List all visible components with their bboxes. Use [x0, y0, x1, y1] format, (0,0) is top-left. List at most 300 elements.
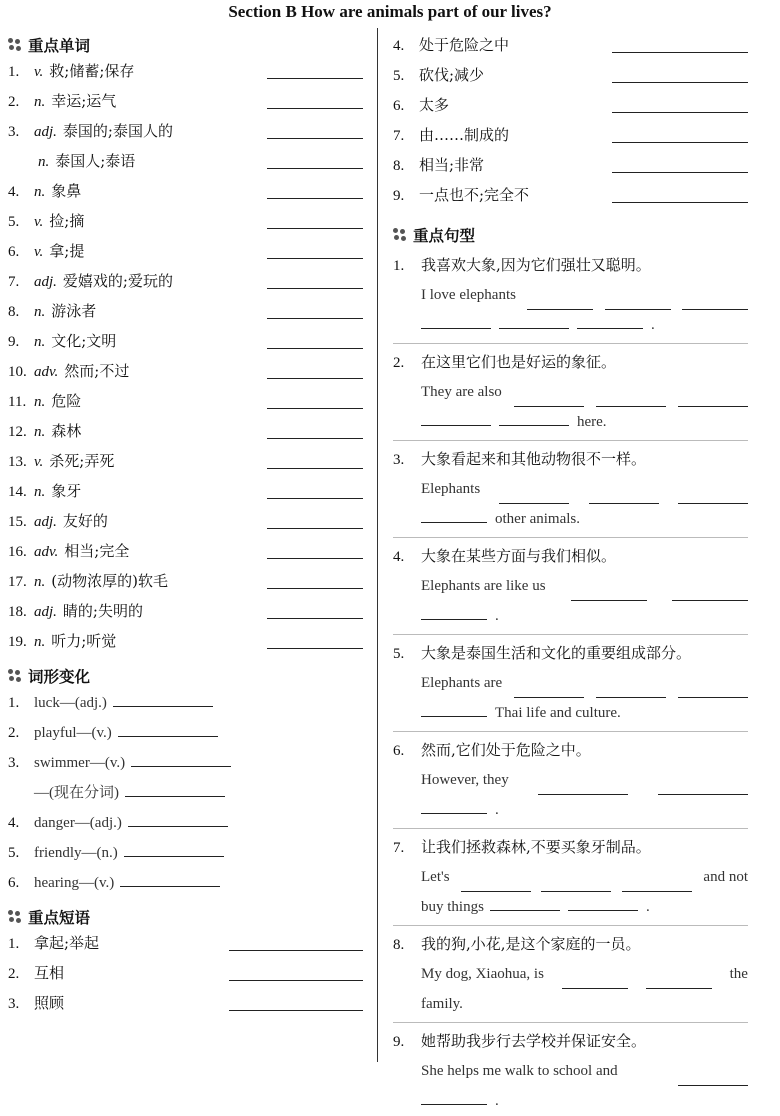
- vocab-row: [8, 266, 363, 296]
- answer-blank[interactable]: [577, 312, 643, 329]
- answer-blank[interactable]: [678, 681, 748, 698]
- item-text: 象牙: [51, 482, 82, 500]
- item-number: 6.: [8, 244, 20, 260]
- item-text: 由……制成的: [419, 126, 510, 144]
- section-sentences-heading: [393, 224, 748, 246]
- sentence-en-text: .: [495, 608, 499, 624]
- dots-icon: [8, 669, 22, 683]
- answer-blank[interactable]: [678, 487, 748, 504]
- part-of-speech: n.: [34, 184, 46, 200]
- sentence-en-text: My dog, Xiaohua, is: [421, 966, 544, 982]
- part-of-speech: adv.: [34, 544, 59, 560]
- section-title: 重点短语: [28, 908, 91, 927]
- vocab-row: [8, 626, 363, 656]
- item-text: friendly—(n.): [34, 845, 118, 861]
- sentence-item: [393, 250, 748, 344]
- answer-blank[interactable]: [267, 647, 363, 649]
- section-vocab-heading: [8, 34, 363, 56]
- answer-blank[interactable]: [229, 979, 363, 981]
- answer-blank[interactable]: [571, 584, 647, 601]
- sentence-en-text: Elephants are like us: [421, 578, 546, 594]
- answer-blank[interactable]: [131, 750, 231, 767]
- sentence-cn-text: 大象在某些方面与我们相似。: [421, 547, 617, 565]
- answer-blank[interactable]: [267, 347, 363, 349]
- sentence-en-text: .: [495, 1093, 499, 1109]
- sentence-separator: [393, 925, 748, 926]
- sentence-cn-text: 在这里它们也是好运的象征。: [421, 353, 617, 371]
- answer-blank[interactable]: [421, 797, 487, 814]
- sentence-en-text: .: [645, 899, 650, 915]
- vocab-row: [8, 236, 363, 266]
- part-of-speech: n.: [38, 154, 50, 170]
- item-text: 照顾: [34, 994, 65, 1012]
- item-number: 18.: [8, 604, 27, 620]
- item-text: 拿起;举起: [34, 934, 100, 952]
- answer-blank[interactable]: [421, 506, 487, 523]
- item-number: 12.: [8, 424, 27, 440]
- vocab-row: [8, 356, 363, 386]
- item-number: 11.: [8, 394, 27, 410]
- answer-blank[interactable]: [596, 681, 666, 698]
- item-text: 泰国人;泰语: [55, 152, 136, 170]
- sentence-english-line: [421, 474, 748, 504]
- phrase-row: [393, 60, 748, 90]
- item-text: playful—(v.): [34, 725, 112, 741]
- sentence-english-line: [421, 668, 748, 698]
- sentence-chinese: [393, 735, 748, 765]
- sentence-en-text: family.: [421, 996, 463, 1012]
- item-number: 2.: [8, 94, 20, 110]
- item-number: 3.: [8, 755, 20, 771]
- sentence-cn-text: 她帮助我步行去学校并保证安全。: [421, 1032, 647, 1050]
- vocab-row: [8, 116, 363, 146]
- sentence-en-text: She helps me walk to school and: [421, 1063, 618, 1079]
- item-number: 4.: [393, 549, 405, 565]
- part-of-speech: adj.: [34, 124, 57, 140]
- section-title: 词形变化: [28, 667, 91, 686]
- answer-blank[interactable]: [267, 317, 363, 319]
- sentence-en-text: Elephants: [421, 481, 481, 497]
- item-number: 4.: [8, 184, 20, 200]
- sentence-chinese: [393, 541, 748, 571]
- sentence-item: [393, 1026, 748, 1116]
- item-number: 2.: [8, 725, 20, 741]
- answer-blank[interactable]: [267, 107, 363, 109]
- item-text: 拿;提: [49, 242, 85, 260]
- item-number: 2.: [393, 355, 405, 371]
- section-phrases-heading: [8, 906, 363, 928]
- section-title: 重点单词: [28, 36, 91, 55]
- sentence-separator: [393, 828, 748, 829]
- item-number: 7.: [393, 840, 405, 856]
- answer-blank[interactable]: [612, 51, 748, 53]
- sentence-en-text: other animals.: [495, 511, 580, 527]
- answer-blank[interactable]: [267, 617, 363, 619]
- sentence-english-line: [421, 862, 748, 892]
- item-number: 6.: [393, 743, 405, 759]
- sentence-english-line: [393, 989, 748, 1019]
- answer-blank[interactable]: [646, 972, 712, 989]
- phrase-row: [393, 30, 748, 60]
- phrase-row: [8, 958, 363, 988]
- sentence-english-line: [393, 892, 748, 922]
- item-text: 森林: [51, 422, 82, 440]
- answer-blank[interactable]: [120, 870, 220, 887]
- wordform-row: [8, 807, 363, 837]
- part-of-speech: n.: [34, 304, 46, 320]
- sentence-english-line: [393, 310, 748, 340]
- sentence-item: [393, 929, 748, 1023]
- answer-blank[interactable]: [612, 201, 748, 203]
- part-of-speech: v.: [34, 214, 44, 230]
- vocab-row: [8, 146, 363, 176]
- answer-blank[interactable]: [267, 497, 363, 499]
- answer-blank[interactable]: [124, 840, 224, 857]
- sentences-list: [393, 250, 748, 1116]
- answer-blank[interactable]: [682, 293, 748, 310]
- sentence-en-text: However, they: [421, 772, 509, 788]
- sentence-en-text: I love elephants: [421, 287, 516, 303]
- item-text: 友好的: [62, 512, 108, 530]
- answer-blank[interactable]: [612, 171, 748, 173]
- sentence-en-text: Let's: [421, 869, 450, 885]
- answer-blank[interactable]: [267, 467, 363, 469]
- item-text: 危险: [51, 392, 82, 410]
- sentence-en-text: Elephants are: [421, 675, 503, 691]
- vocab-row: [8, 386, 363, 416]
- sentence-item: [393, 347, 748, 441]
- sentence-en-text: .: [651, 317, 655, 333]
- answer-blank[interactable]: [267, 137, 363, 139]
- part-of-speech: adj.: [34, 604, 57, 620]
- answer-blank[interactable]: [229, 1009, 363, 1011]
- item-text: 相当;非常: [419, 156, 485, 174]
- vocab-row: [8, 596, 363, 626]
- item-text: danger—(adj.): [34, 815, 122, 831]
- item-text: 相当;完全: [64, 542, 130, 560]
- answer-blank[interactable]: [125, 780, 225, 797]
- answer-blank[interactable]: [596, 390, 666, 407]
- item-number: 6.: [393, 98, 405, 114]
- sentence-english-line: [393, 504, 748, 534]
- sentence-chinese: [393, 1026, 748, 1056]
- item-text: —(现在分词): [34, 785, 119, 801]
- section-wordforms-heading: [8, 665, 363, 687]
- answer-blank[interactable]: [514, 390, 584, 407]
- item-text: 文化;文明: [51, 332, 117, 350]
- sentence-english-line: [421, 377, 748, 407]
- wordform-row: [8, 717, 363, 747]
- item-number: 9.: [8, 334, 20, 350]
- sentence-separator: [393, 537, 748, 538]
- wordform-row: [8, 837, 363, 867]
- vocab-row: [8, 566, 363, 596]
- item-number: 5.: [393, 68, 405, 84]
- answer-blank[interactable]: [421, 1088, 487, 1105]
- answer-blank[interactable]: [267, 227, 363, 229]
- part-of-speech: n.: [34, 634, 46, 650]
- item-number: 3.: [393, 452, 405, 468]
- vocab-row: [8, 506, 363, 536]
- sentence-item: [393, 735, 748, 829]
- answer-blank[interactable]: [267, 377, 363, 379]
- sentence-item: [393, 444, 748, 538]
- sentence-chinese: [393, 832, 748, 862]
- item-number: 9.: [393, 1034, 405, 1050]
- item-text: 泰国的;泰国人的: [62, 122, 173, 140]
- answer-blank[interactable]: [118, 720, 218, 737]
- answer-blank[interactable]: [605, 293, 671, 310]
- sentence-en-text: They are also: [421, 384, 502, 400]
- item-text: 救;储蓄;保存: [49, 62, 135, 80]
- answer-blank[interactable]: [658, 778, 748, 795]
- sentence-english-line: [393, 407, 748, 437]
- sentence-english-line: [421, 765, 748, 795]
- answer-blank[interactable]: [589, 487, 659, 504]
- item-text: 砍伐;减少: [419, 66, 485, 84]
- answer-blank[interactable]: [267, 437, 363, 439]
- answer-blank[interactable]: [421, 603, 487, 620]
- item-text: 太多: [419, 96, 450, 114]
- page-title: Section B How are animals part of our lives?: [228, 2, 552, 21]
- item-text: 幸运;运气: [51, 92, 117, 110]
- item-text: 互相: [34, 964, 65, 982]
- item-number: 8.: [8, 304, 20, 320]
- item-text: 捡;摘: [49, 212, 85, 230]
- left-column: [8, 34, 363, 1018]
- sentence-chinese: [393, 347, 748, 377]
- item-number: 8.: [393, 937, 405, 953]
- answer-blank[interactable]: [229, 949, 363, 951]
- sentence-english-line: [421, 571, 748, 601]
- sentence-item: [393, 832, 748, 926]
- part-of-speech: v.: [34, 244, 44, 260]
- phrase-row: [8, 988, 363, 1018]
- sentence-en-text: here.: [577, 414, 607, 430]
- sentence-en-text: buy things: [421, 899, 484, 915]
- part-of-speech: v.: [34, 454, 44, 470]
- vocab-row: [8, 176, 363, 206]
- answer-blank[interactable]: [461, 875, 531, 892]
- part-of-speech: adj.: [34, 274, 57, 290]
- phrase-row: [393, 120, 748, 150]
- answer-blank[interactable]: [499, 487, 569, 504]
- item-text: 睛的;失明的: [62, 602, 143, 620]
- answer-blank[interactable]: [527, 293, 593, 310]
- answer-blank[interactable]: [267, 77, 363, 79]
- answer-blank[interactable]: [672, 584, 748, 601]
- answer-blank[interactable]: [267, 527, 363, 529]
- part-of-speech: n.: [34, 424, 46, 440]
- item-number: 3.: [8, 124, 20, 140]
- answer-blank[interactable]: [421, 700, 487, 717]
- sentence-cn-text: 大象看起来和其他动物很不一样。: [421, 450, 647, 468]
- sentence-english-line: [393, 795, 748, 825]
- vocab-row: [8, 416, 363, 446]
- part-of-speech: n.: [34, 484, 46, 500]
- item-number: 14.: [8, 484, 27, 500]
- column-divider: [377, 28, 378, 1062]
- item-number: 16.: [8, 544, 27, 560]
- wordform-row: [8, 747, 363, 777]
- item-number: 4.: [8, 815, 20, 831]
- sentence-english-line: [421, 1056, 748, 1086]
- item-number: 10.: [8, 364, 27, 380]
- answer-blank[interactable]: [678, 390, 748, 407]
- item-text: luck—(adj.): [34, 695, 107, 711]
- wordform-row: [8, 867, 363, 897]
- sentence-english-line: [393, 1086, 748, 1116]
- vocab-row: [8, 56, 363, 86]
- sentence-en-text: .: [495, 802, 499, 818]
- part-of-speech: adv.: [34, 364, 59, 380]
- section-title: 重点句型: [413, 226, 476, 245]
- answer-blank[interactable]: [678, 1069, 748, 1086]
- item-number: 3.: [8, 996, 20, 1012]
- answer-blank[interactable]: [538, 778, 628, 795]
- phrase-row: [8, 928, 363, 958]
- sentence-separator: [393, 1022, 748, 1023]
- sentence-item: [393, 541, 748, 635]
- item-number: 13.: [8, 454, 27, 470]
- part-of-speech: n.: [34, 334, 46, 350]
- item-text: 爱嬉戏的;爱玩的: [62, 272, 173, 290]
- answer-blank[interactable]: [612, 141, 748, 143]
- answer-blank[interactable]: [490, 894, 560, 911]
- item-text: 杀死;弄死: [49, 452, 115, 470]
- phrases-list: [8, 928, 363, 1018]
- vocab-row: [8, 296, 363, 326]
- answer-blank[interactable]: [267, 287, 363, 289]
- phrase-row: [393, 150, 748, 180]
- sentence-cn-text: 然而,它们处于危险之中。: [421, 741, 591, 759]
- sentence-chinese: [393, 444, 748, 474]
- sentence-english-line: [393, 698, 748, 728]
- answer-blank[interactable]: [499, 409, 569, 426]
- sentence-separator: [393, 343, 748, 344]
- vocab-list: [8, 56, 363, 656]
- answer-blank[interactable]: [267, 407, 363, 409]
- answer-blank[interactable]: [514, 681, 584, 698]
- vocab-row: [8, 206, 363, 236]
- item-number: 17.: [8, 574, 27, 590]
- item-number: 7.: [393, 128, 405, 144]
- item-number: 1.: [8, 695, 20, 711]
- vocab-row: [8, 536, 363, 566]
- wordform-row: [8, 777, 363, 807]
- item-text: (动物浓厚的)软毛: [51, 572, 168, 590]
- item-text: swimmer—(v.): [34, 755, 126, 771]
- answer-blank[interactable]: [267, 257, 363, 259]
- item-number: 15.: [8, 514, 27, 530]
- answer-blank[interactable]: [421, 409, 491, 426]
- item-text: 然而;不过: [64, 362, 130, 380]
- item-number: 8.: [393, 158, 405, 174]
- phrase-row: [393, 180, 748, 210]
- phrase-row: [393, 90, 748, 120]
- item-text: hearing—(v.): [34, 875, 115, 891]
- answer-blank[interactable]: [128, 810, 228, 827]
- item-text: 象鼻: [51, 182, 82, 200]
- sentence-cn-text: 大象是泰国生活和文化的重要组成部分。: [421, 644, 692, 662]
- item-number: 1.: [8, 64, 20, 80]
- sentence-cn-text: 我喜欢大象,因为它们强壮又聪明。: [421, 256, 651, 274]
- sentence-chinese: [393, 929, 748, 959]
- sentence-english-line: [421, 280, 748, 310]
- item-number: 1.: [8, 936, 20, 952]
- answer-blank[interactable]: [267, 197, 363, 199]
- phrases-list-continued: [393, 30, 748, 210]
- answer-blank[interactable]: [113, 690, 213, 707]
- answer-blank[interactable]: [612, 111, 748, 113]
- sentence-item: [393, 638, 748, 732]
- sentence-separator: [393, 634, 748, 635]
- item-number: 6.: [8, 875, 20, 891]
- answer-blank[interactable]: [612, 81, 748, 83]
- item-text: 一点也不;完全不: [419, 186, 530, 204]
- item-text: 游泳者: [51, 302, 97, 320]
- wordforms-list: [8, 687, 363, 897]
- sentence-english-line: [421, 959, 748, 989]
- sentence-en-text: Thai life and culture.: [495, 705, 621, 721]
- vocab-row: [8, 446, 363, 476]
- answer-blank[interactable]: [541, 875, 611, 892]
- item-text: 处于危险之中: [419, 36, 510, 54]
- part-of-speech: n.: [34, 394, 46, 410]
- item-number: 19.: [8, 634, 27, 650]
- answer-blank[interactable]: [267, 557, 363, 559]
- item-number: 9.: [393, 188, 405, 204]
- answer-blank[interactable]: [568, 894, 638, 911]
- answer-blank[interactable]: [562, 972, 628, 989]
- part-of-speech: n.: [34, 94, 46, 110]
- answer-blank[interactable]: [267, 587, 363, 589]
- sentence-separator: [393, 440, 748, 441]
- answer-blank[interactable]: [499, 312, 569, 329]
- part-of-speech: adj.: [34, 514, 57, 530]
- vocab-row: [8, 86, 363, 116]
- sentence-chinese: [393, 250, 748, 280]
- item-number: 7.: [8, 274, 20, 290]
- answer-blank[interactable]: [267, 167, 363, 169]
- dots-icon: [8, 910, 22, 924]
- item-number: 5.: [8, 214, 20, 230]
- item-number: 5.: [393, 646, 405, 662]
- vocab-row: [8, 476, 363, 506]
- item-text: 听力;听觉: [51, 632, 117, 650]
- dots-icon: [393, 228, 407, 242]
- item-number: 1.: [393, 258, 405, 274]
- answer-blank[interactable]: [622, 875, 692, 892]
- sentence-english-line: [393, 601, 748, 631]
- item-number: 4.: [393, 38, 405, 54]
- part-of-speech: v.: [34, 64, 44, 80]
- dots-icon: [8, 38, 22, 52]
- sentence-en-text: the: [729, 966, 748, 982]
- sentence-cn-text: 我的狗,小花,是这个家庭的一员。: [421, 935, 641, 953]
- item-number: 2.: [8, 966, 20, 982]
- wordform-row: [8, 687, 363, 717]
- sentence-chinese: [393, 638, 748, 668]
- item-number: 5.: [8, 845, 20, 861]
- right-column: [393, 30, 748, 1116]
- sentence-separator: [393, 731, 748, 732]
- sentence-cn-text: 让我们拯救森林,不要买象牙制品。: [421, 838, 651, 856]
- part-of-speech: n.: [34, 574, 46, 590]
- answer-blank[interactable]: [421, 312, 491, 329]
- sentence-en-text: and not: [703, 869, 748, 885]
- vocab-row: [8, 326, 363, 356]
